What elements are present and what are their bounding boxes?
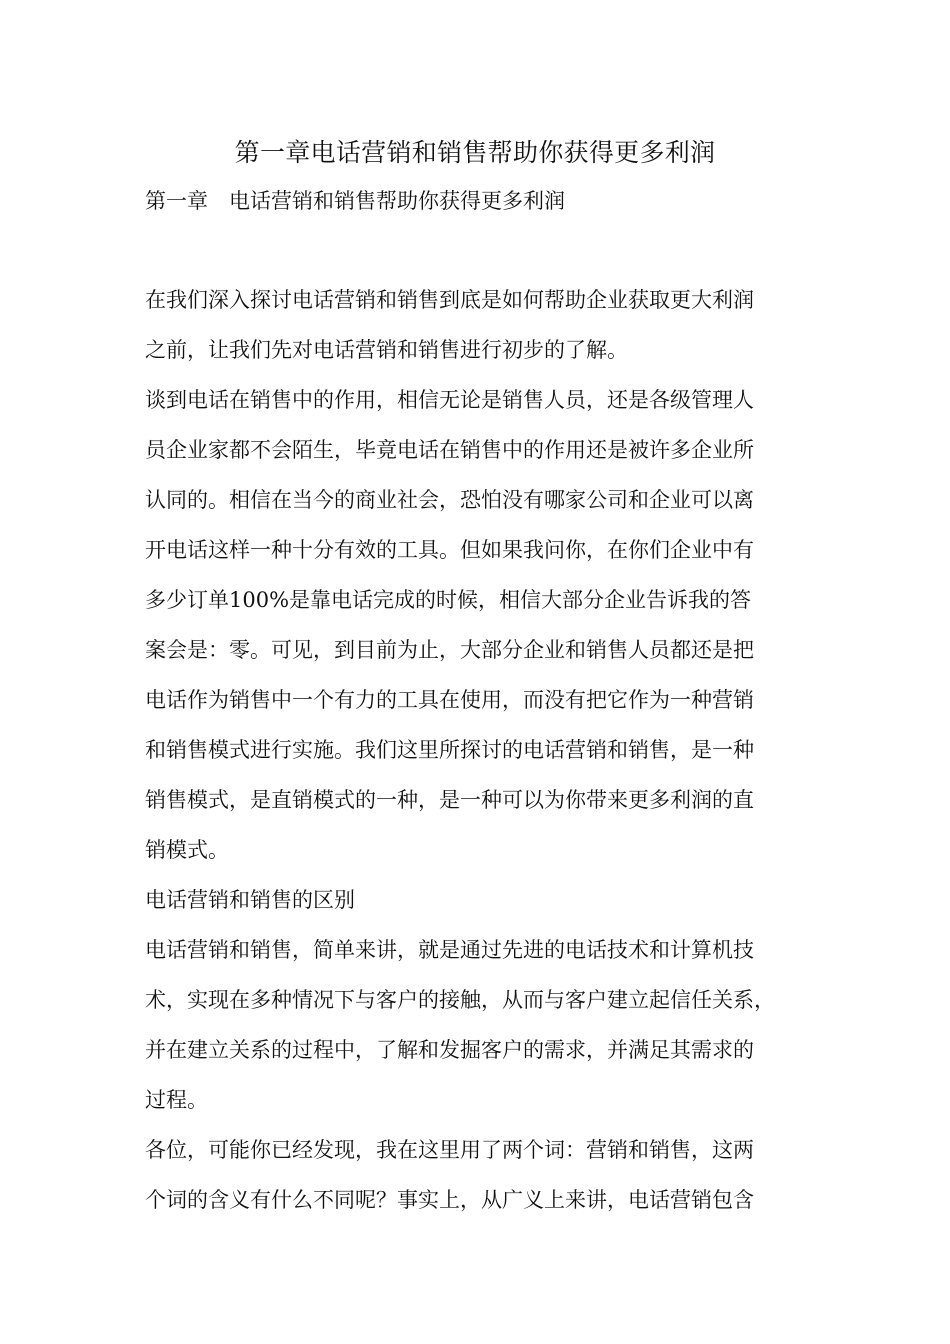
body-line: 销售模式，是直销模式的一种，是一种可以为你带来更多利润的直 (145, 788, 754, 812)
document-title: 第一章电话营销和销售帮助你获得更多利润 (234, 138, 716, 167)
chapter-heading: 第一章 电话营销和销售帮助你获得更多利润 (145, 189, 565, 213)
body-line: 在我们深入探讨电话营销和销售到底是如何帮助企业获取更大利润 (145, 288, 754, 312)
body-line: 电话作为销售中一个有力的工具在使用，而没有把它作为一种营销 (145, 688, 754, 712)
body-line: 并在建立关系的过程中，了解和发掘客户的需求，并满足其需求的 (145, 1038, 754, 1062)
body-line: 销模式。 (145, 838, 229, 862)
body-line: 谈到电话在销售中的作用，相信无论是销售人员，还是各级管理人 (145, 388, 754, 412)
body-line: 电话营销和销售，简单来讲，就是通过先进的电话技术和计算机技 (145, 938, 754, 962)
body-line: 员企业家都不会陌生，毕竟电话在销售中的作用还是被许多企业所 (145, 438, 754, 462)
body-line: 多少订单100%是靠电话完成的时候，相信大部分企业告诉我的答 (145, 588, 752, 612)
body-line: 之前，让我们先对电话营销和销售进行初步的了解。 (145, 338, 628, 362)
section-heading: 电话营销和销售的区别 (145, 888, 355, 912)
body-line: 案会是：零。可见，到目前为止，大部分企业和销售人员都还是把 (145, 638, 754, 662)
body-line: 各位，可能你已经发现，我在这里用了两个词：营销和销售，这两 (145, 1138, 754, 1162)
body-line: 和销售模式进行实施。我们这里所探讨的电话营销和销售，是一种 (145, 738, 754, 762)
body-line: 个词的含义有什么不同呢？事实上，从广义上来讲，电话营销包含 (145, 1188, 754, 1212)
body-line: 开电话这样一种十分有效的工具。但如果我问你，在你们企业中有 (145, 538, 754, 562)
body-line: 认同的。相信在当今的商业社会，恐怕没有哪家公司和企业可以离 (145, 488, 754, 512)
body-line: 术，实现在多种情况下与客户的接触，从而与客户建立起信任关系， (145, 988, 775, 1012)
body-line: 过程。 (145, 1088, 208, 1112)
